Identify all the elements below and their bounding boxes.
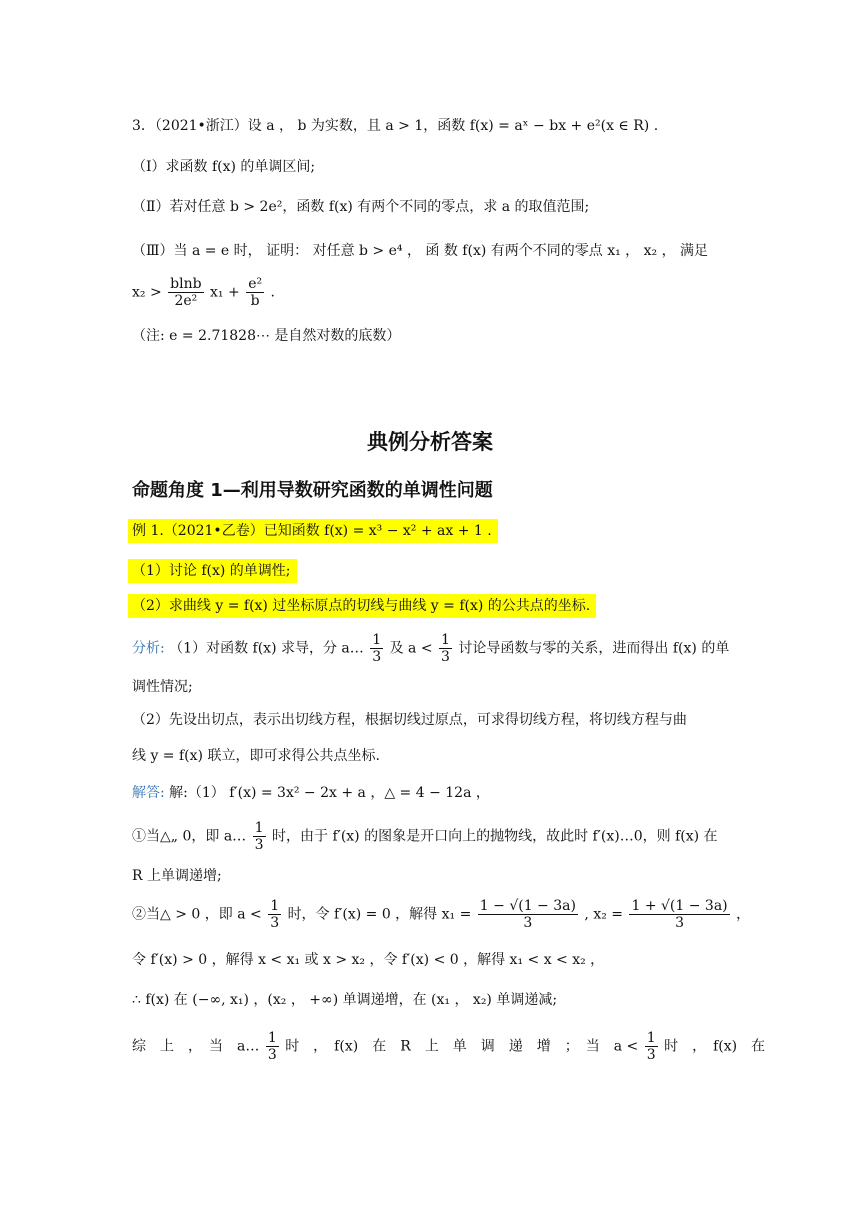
solution-text: ， [736,906,751,923]
q3-note: （注: e = 2.71828⋯ 是自然对数的底数） [132,328,401,344]
fraction-denominator: 3 [270,915,280,931]
solution-label: 解答: [132,785,165,801]
fraction-numerator: 1 [372,632,382,648]
solution-text: , x₂ = [584,906,624,923]
inequality-prefix: x₂ > [132,284,162,301]
fraction-one-third [266,1030,279,1063]
analysis-text: （1）对函数 f(x) 求导，分 a… [169,640,364,657]
fraction-one-third [370,632,383,665]
q3-stem: 3．（2021•浙江）设 a ， b 为实数，且 a > 1，函数 f(x) = aˣ − bx + e²(x ∈ R) . [132,118,659,134]
fraction-denominator: 3 [254,837,264,853]
example1-question1 [128,561,297,581]
fraction-numerator: 1 [441,632,450,648]
analysis-label: 分析: [132,640,165,657]
solution-therefore-line: ∴ f(x) 在 (−∞, x₁) ，(x₂ ， +∞) 单调递增，在 (x₁ ， x₂) 单调递减; [132,992,558,1008]
fraction-blnb [168,276,203,309]
fraction-numerator: 1 [270,898,280,914]
example1-question2 [128,596,596,616]
solution-text: ①当△„ 0，即 a… [132,828,247,845]
analysis-line1 [132,632,729,665]
fraction-one-third [253,820,266,853]
fraction-one-third [645,1030,658,1063]
solution-text: 时，由于 f′(x) 的图象是开口向上的抛物线，故此时 f′(x)…0，则 f(x) 在 [272,828,718,845]
solution-text: 时 ， f(x) 在 [664,1038,766,1055]
solution-summary [132,1030,765,1063]
fraction-x1 [478,898,578,931]
fraction-e2-over-b [246,276,264,309]
solution-case2 [132,898,750,931]
q3-part3-inequality [132,276,275,309]
analysis-text: 讨论导函数与零的关系，进而得出 f(x) 的单 [458,640,730,657]
fraction-denominator: 3 [267,1047,277,1063]
fraction-denominator: 3 [523,915,533,931]
fraction-one-third [268,898,281,931]
solution-text: 时 ， f(x) 在 R 上 单 调 递 增 ； 当 a < [285,1038,639,1055]
analysis-text: 及 a < [389,640,433,657]
fraction-denominator: 3 [646,1047,656,1063]
q3-part3: （Ⅲ）当 a = e 时， 证明： 对任意 b > e⁴ ， 函 数 f(x) 有两个不同的零点 x₁ ， x₂ ， 满足 [132,243,709,259]
highlighted-text: 例 1.（2021•乙卷）已知函数 f(x) = x³ − x² + ax + 1 . [128,519,498,543]
example1-stem [128,521,498,541]
fraction-denominator: 2e² [174,293,198,309]
fraction-numerator: 1 [646,1030,656,1046]
highlighted-text: （1）讨论 f(x) 的单调性; [128,559,297,583]
fraction-denominator: b [250,293,260,309]
solution-sign-line: 令 f′(x) > 0 ，解得 x < x₁ 或 x > x₂ ，令 f′(x) < 0 ，解得 x₁ < x < x₂ ， [132,952,605,968]
inequality-end: . [270,284,275,301]
answer-section-title: 典例分析答案 [367,430,493,454]
solution-line1 [132,783,490,803]
solution-case1 [132,820,718,853]
fraction-x2 [629,898,729,931]
solution-text: 综 上 ， 当 a… [132,1038,260,1055]
fraction-one-third [439,632,452,665]
solution-case1-line2: R 上单调递增; [132,868,222,884]
fraction-denominator: 3 [372,649,382,665]
solution-text: 时，令 f′(x) = 0 ，解得 x₁ = [287,906,472,923]
fraction-denominator: 3 [675,915,685,931]
highlighted-text: （2）求曲线 y = f(x) 过坐标原点的切线与曲线 y = f(x) 的公共点的坐标. [128,594,596,618]
solution-text: 解:（1） f′(x) = 3x² − 2x + a ，△ = 4 − 12a ， [169,785,490,801]
inequality-middle: x₁ + [210,284,240,301]
proposition-angle-title: 命题角度 1—利用导数研究函数的单调性问题 [132,480,493,501]
fraction-numerator: e² [248,276,263,292]
analysis-line2: 调性情况; [132,679,193,695]
q3-part2: （Ⅱ）若对任意 b > 2e²，函数 f(x) 有两个不同的零点，求 a 的取值范围; [132,199,590,215]
analysis-line3: （2）先设出切点，表示出切线方程，根据切线过原点，可求得切线方程，将切线方程与曲 [132,712,687,728]
fraction-numerator: 1 + √(1 − 3a) [631,898,728,914]
q3-part1: （Ⅰ）求函数 f(x) 的单调区间; [132,159,316,175]
fraction-numerator: 1 − √(1 − 3a) [479,898,576,914]
analysis-line4: 线 y = f(x) 联立，即可求得公共点坐标. [132,748,380,764]
fraction-numerator: blnb [170,276,202,292]
fraction-numerator: 1 [267,1030,277,1046]
fraction-numerator: 1 [254,820,264,836]
fraction-denominator: 3 [441,649,450,665]
solution-text: ②当△ > 0 ，即 a < [132,906,262,923]
